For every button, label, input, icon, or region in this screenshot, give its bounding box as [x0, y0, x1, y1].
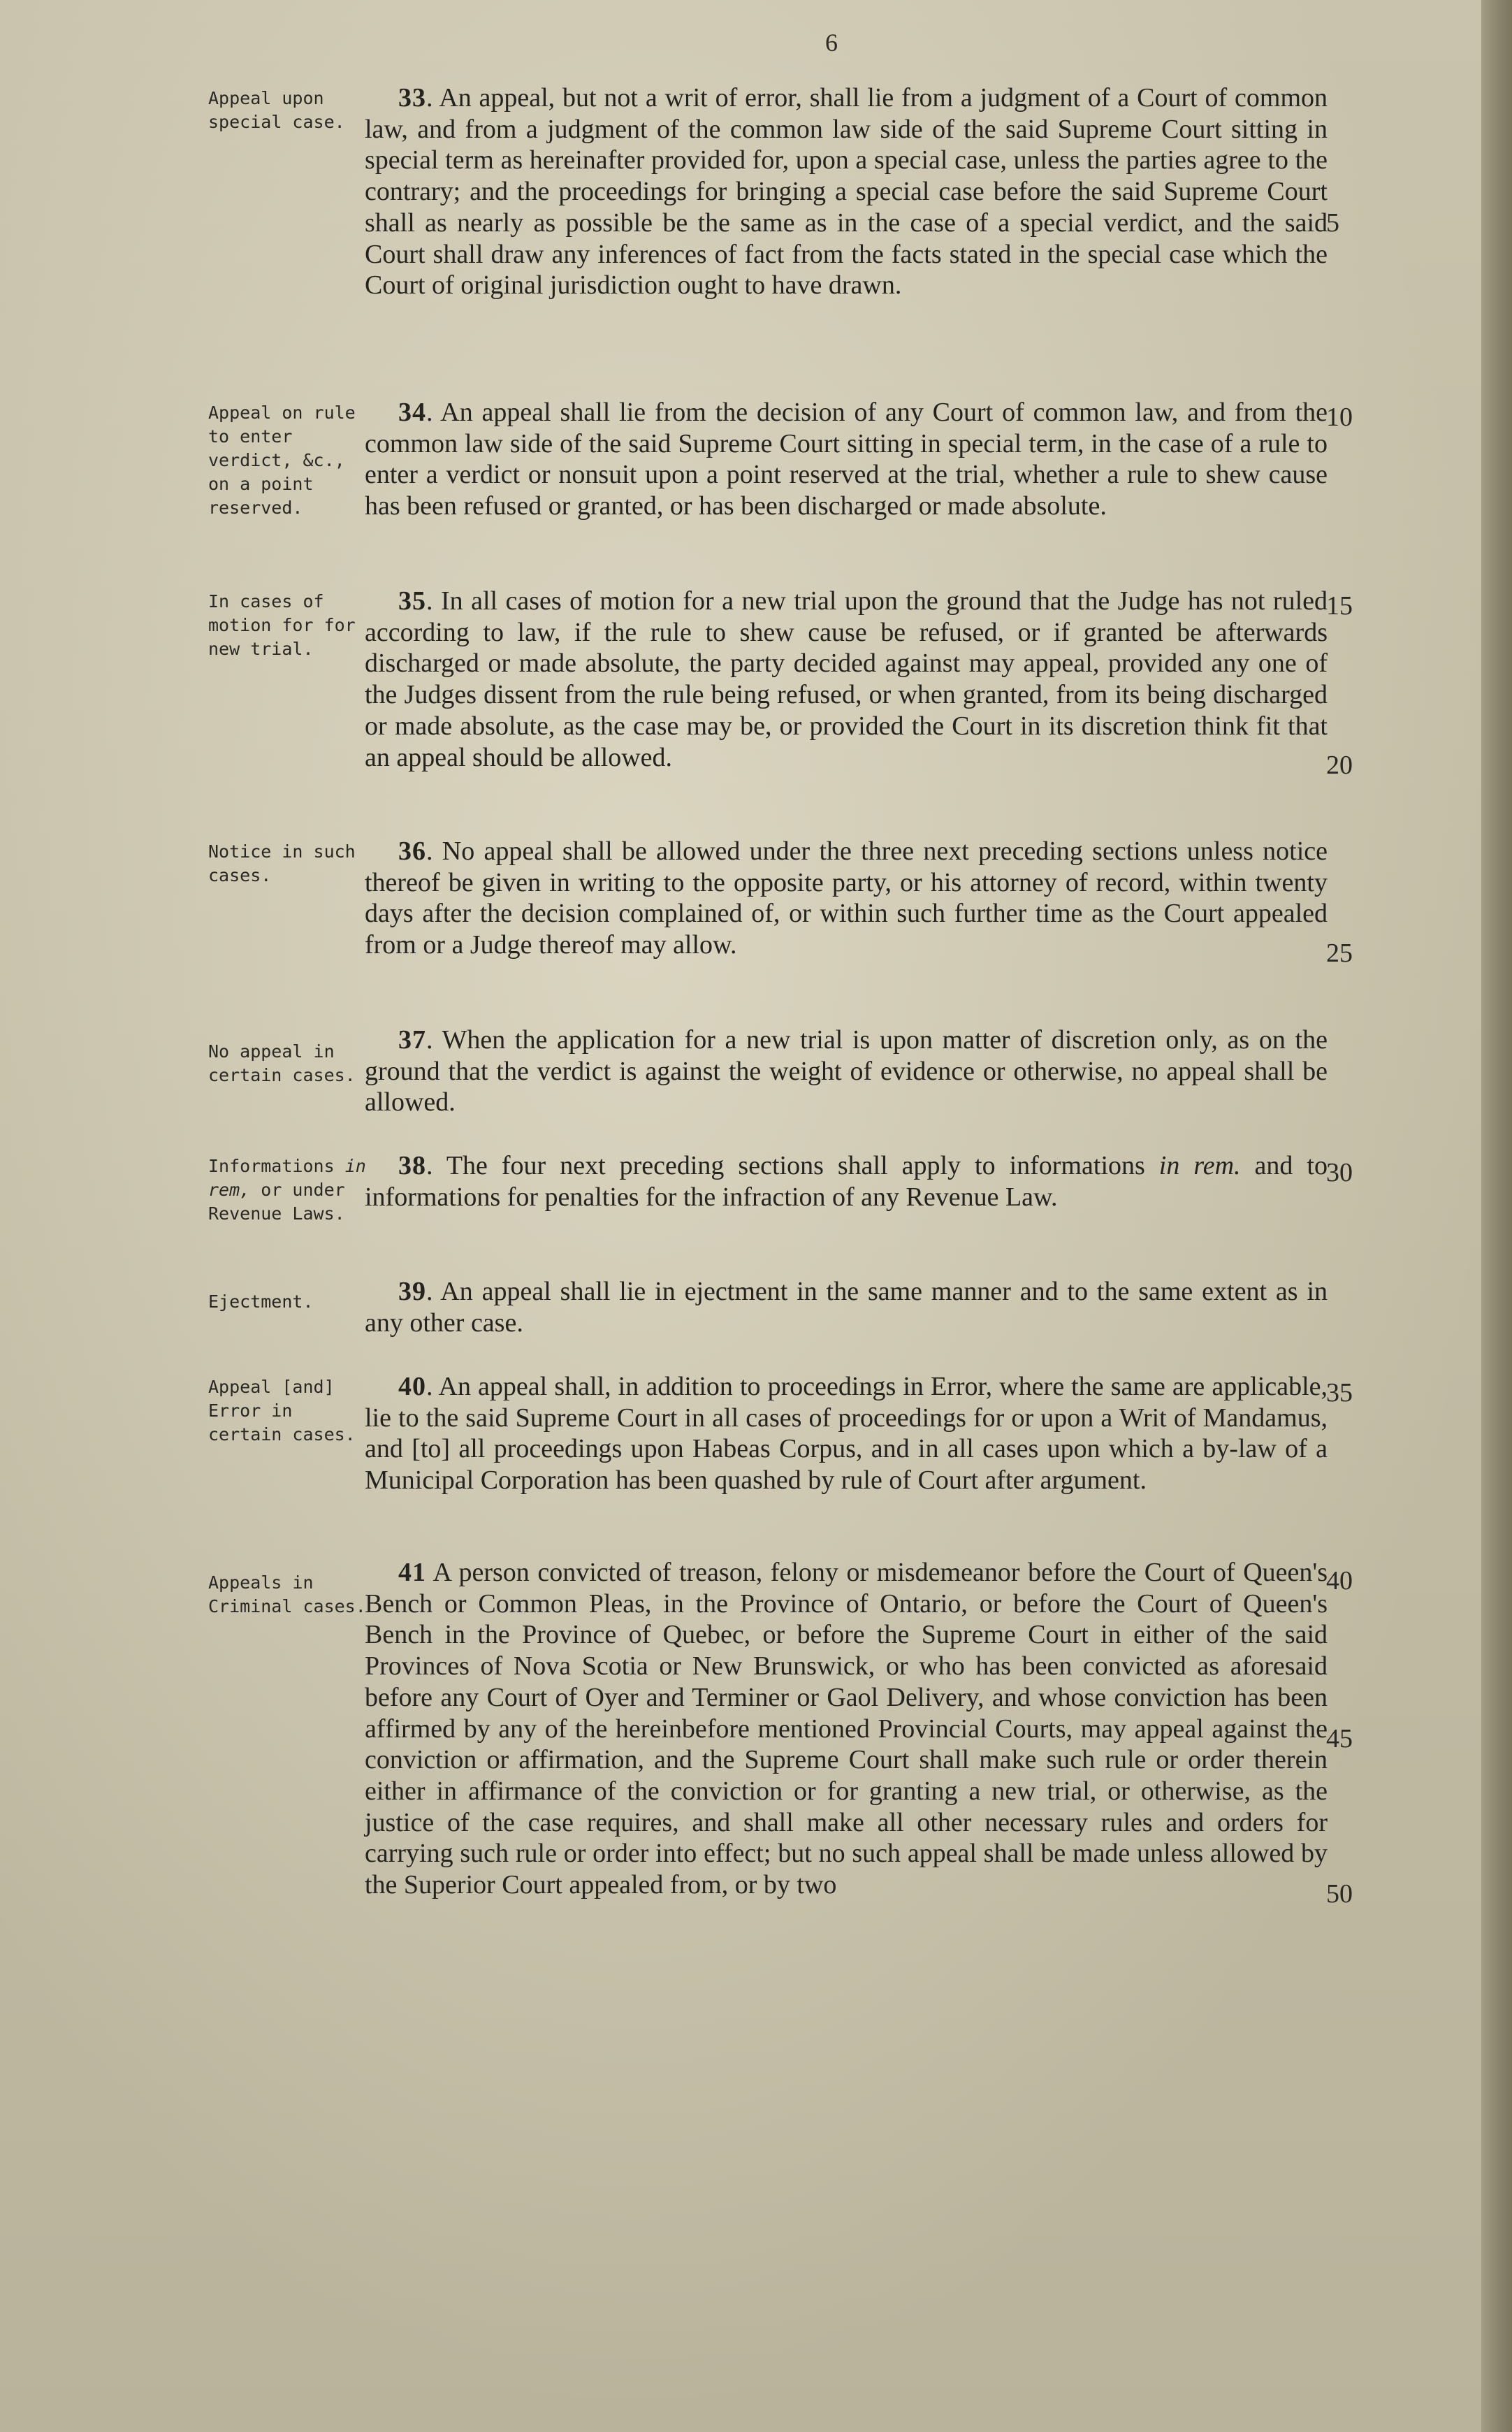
section-body-start: The four next preceding sections shall apply to informations	[446, 1151, 1145, 1180]
sidenote-38-start: Informations	[208, 1156, 335, 1176]
line-number: 20	[1326, 751, 1353, 780]
sidenote-36: Notice in such cases.	[208, 841, 356, 885]
line-number: 40	[1326, 1566, 1353, 1595]
section-number: 34	[398, 398, 426, 427]
line-number: 5	[1326, 208, 1339, 238]
section-number: 38	[398, 1151, 426, 1180]
line-number: 45	[1326, 1724, 1353, 1753]
line-number: 15	[1326, 591, 1353, 621]
section-34-text: 34. An appeal shall lie from the decision of any Court of common law, and from the common law side of the said Supreme Court sitting in special term, in the case of a rule to enter a verdict or nonsuit upon a point reserved at the trial, whether a rule to shew cause has been refused or granted, or has been discharged or made absolute.	[365, 398, 1328, 521]
section-body: When the application for a new trial is upon matter of discretion only, as on the ground that the verdict is against the weight of evidence or otherwise, no appeal shall be allowed.	[365, 1025, 1328, 1117]
sidenote-33: Appeal upon special case.	[208, 88, 345, 132]
section-body: An appeal shall lie from the decision of any Court of common law, and from the common law side of the said Supreme Court sitting in special term, in the case of a rule to enter a verdict or nonsuit upon a point reserved at the trial, whether a rule to shew cause has been refused or granted, or has been discharged or made absolute.	[365, 398, 1328, 521]
section-body: No appeal shall be allowed under the three next preceding sections unless notice thereof be given in writing to the opposite party, or his attorney of record, within twenty days after the decision complained of, or within such further time as the Court appealed from or a Judge thereof may allow.	[365, 837, 1328, 960]
line-number: 25	[1326, 939, 1353, 968]
sidenote-41: Appeals in Criminal cases.	[208, 1572, 366, 1616]
sidenote-38-end: or under Revenue Laws.	[208, 1180, 345, 1224]
line-number: 50	[1326, 1879, 1353, 1909]
section-number: 36	[398, 837, 426, 866]
section-36-text: 36. No appeal shall be allowed under the three next preceding sections unless notice thereof be given in writing to the opposite party, or his attorney of record, within twenty days after the decision complained of, or within such further time as the Court appealed from or a Judge thereof may allow.	[365, 837, 1328, 960]
section-number: 37	[398, 1025, 426, 1055]
section-body: An appeal shall lie in ejectment in the same manner and to the same extent as in any other case.	[365, 1277, 1328, 1338]
section-number: 41	[398, 1558, 426, 1587]
section-35-text: 35. In all cases of motion for a new trial upon the ground that the Judge has not ruled according to law, if the rule to shew cause be refused, or if granted be afterwards discharged or made absolute, the party decided against may appeal, provided any one of the Judges dissent from the rule being refused, or when granted, from its being discharged or made absolute, as the case may be, or provided the Court in its discretion think fit that an appeal should be allowed.	[365, 586, 1328, 772]
section-38-text: 38. The four next preceding sections shall apply to informations in rem. and to informations for penalties for the infraction of any Revenue Law.	[365, 1151, 1328, 1212]
sidenote-35: In cases of motion for for new trial.	[208, 591, 356, 659]
page-number: 6	[825, 29, 838, 57]
sidenote-38-italic: in rem,	[208, 1156, 366, 1200]
section-number: 35	[398, 586, 426, 616]
section-39-text: 39. An appeal shall lie in ejectment in the same manner and to the same extent as in any other case.	[365, 1277, 1328, 1338]
line-number: 30	[1326, 1158, 1353, 1187]
section-body-end: and to informations for penalties for the infraction of any Revenue Law.	[365, 1151, 1328, 1212]
section-37-text: 37. When the application for a new trial is upon matter of discretion only, as on the ground that the verdict is against the weight of evidence or otherwise, no appeal shall be allowed.	[365, 1025, 1328, 1117]
section-33-text: 33. An appeal, but not a writ of error, shall lie from a judgment of a Court of common law, and from a judgment of the common law side of the said Supreme Court sitting in special term as hereinafter provided for, upon a special case, unless the parties agree to the contrary; and the proceedings for bringing a special case before the said Supreme Court shall as nearly as possible be the same as in the case of a special verdict, and the said Court shall draw any inferences of fact from the facts stated in the special case which the Court of original jurisdiction ought to have drawn.	[365, 83, 1328, 301]
line-number: 35	[1326, 1378, 1353, 1407]
line-number: 10	[1326, 403, 1353, 432]
section-body: In all cases of motion for a new trial upon the ground that the Judge has not ruled according to law, if the rule to shew cause be refused, or if granted be afterwards discharged or made absolute, the party decided against may appeal, provided any one of the Judges dissent from the rule being refused, or when granted, from its being discharged or made absolute, as the case may be, or provided the Court in its discretion think fit that an appeal should be allowed.	[365, 586, 1328, 772]
section-body: A person convicted of treason, felony or misdemeanor before the Court of Queen's Bench or Common Pleas, in the Province of Ontario, or before the Court of Queen's Bench in the Province of Quebec, or before the Supreme Court in either of the said Provinces of Nova Scotia or New Brunswick, or who has been convicted as aforesaid before any Court of Oyer and Terminer or Gaol Delivery, and whose conviction has been affirmed by any of the hereinbefore mentioned Provincial Courts, may appeal against the conviction or affirmation, and the Supreme Court shall make such rule or order therein either in affirmance of the conviction or for granting a new trial, or otherwise, as the justice of the case requires, and shall make all other necessary rules and orders for carrying such rule or order into effect; but no such appeal shall be made unless allowed by the Superior Court appealed from, or by two	[365, 1558, 1328, 1900]
section-number: 40	[398, 1372, 426, 1401]
sidenote-40: Appeal [and] Error in certain cases.	[208, 1377, 356, 1445]
section-body: An appeal, but not a writ of error, shall lie from a judgment of a Court of common law, and from a judgment of the common law side of the said Supreme Court sitting in special term as hereinafter provided for, upon a special case, unless the parties agree to the contrary; and the proceedings for bringing a special case before the said Supreme Court shall as nearly as possible be the same as in the case of a special verdict, and the said Court shall draw any inferences of fact from the facts stated in the special case which the Court of original jurisdiction ought to have drawn.	[365, 83, 1328, 301]
section-number: 33	[398, 83, 426, 113]
section-body: An appeal shall, in addition to proceedings in Error, where the same are applicable, lie to the said Supreme Court in all cases of proceedings for or upon a Writ of Mandamus, and [to] all proceedings upon Habeas Corpus, and in all cases upon which a by-law of a Municipal Corporation has been quashed by rule of Court after argument.	[365, 1372, 1328, 1496]
section-body-italic: in rem.	[1158, 1151, 1241, 1180]
section-40-text: 40. An appeal shall, in addition to proceedings in Error, where the same are applicable, lie to the said Supreme Court in all cases of proceedings for or upon a Writ of Mandamus, and [to] all proceedings upon Habeas Corpus, and in all cases upon which a by-law of a Municipal Corporation has been quashed by rule of Court after argument.	[365, 1372, 1328, 1496]
sidenote-37: No appeal in certain cases.	[208, 1041, 356, 1085]
sidenote-39: Ejectment.	[208, 1291, 314, 1312]
section-number: 39	[398, 1277, 426, 1306]
sidenote-34: Appeal on rule to enter verdict, &c., on a point reserved.	[208, 403, 356, 518]
